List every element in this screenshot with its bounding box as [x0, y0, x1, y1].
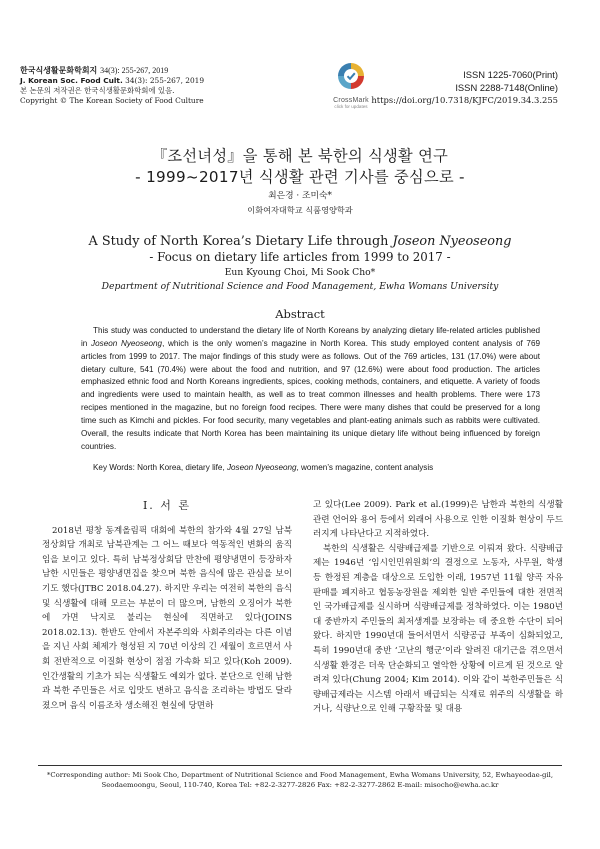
title-ko-line2: - 1999~2017년 식생활 관련 기사를 중심으로 - [135, 168, 465, 186]
authors-english: Eun Kyoung Choi, Mi Sook Cho* [224, 267, 376, 278]
affiliation-english: Department of Nutritional Science and Food Management, Ewha Womans University [101, 281, 499, 292]
corresponding-author-footnote: *Corresponding author: Mi Sook Cho, Department of Nutritional Science and Food Management, Ewha Womans University, 52, Ewhayeodae-gil, Seodaemoongu, Seoul, 110-740, Korea Tel: +82-2-3277-2826 Fax: +82-2-3277-2862 E-mail: misocho@ewha.ac.kr [46, 771, 554, 789]
crossmark-label: CrossMark [333, 97, 369, 104]
crossmark-icon [337, 62, 365, 92]
affiliation-korean: 이화여자대학교 식품영양학과 [247, 205, 353, 215]
journal-name-en: J. Korean Soc. Food Cult. [20, 76, 123, 85]
footnote-divider [38, 765, 562, 766]
copyright-en: Copyright © The Korean Society of Food Culture [20, 96, 204, 105]
body-column-left [42, 498, 292, 713]
issn-print: ISSN 1225-7060(Print) [463, 69, 558, 80]
journal-volume-ko: 34(3): 255-267, 2019 [100, 66, 169, 75]
keywords: Key Words: North Korea, dietary life, Joseon Nyeoseong, women’s magazine, content analysis [93, 463, 434, 472]
title-ko-line1: 『조선녀성』을 통해 본 북한의 식생활 연구 [151, 147, 449, 165]
journal-header-right [371, 68, 558, 106]
abstract-text: This study was conducted to understand the dietary life of North Koreans by analyzing dietary life-related articles published in Joseon Nyeoseong, which is the only women’s magazine in North Korea. This study employed content analysis of 769 articles from 1999 to 2017. The major findings of this study were as follows. Out of the 769 articles, 131 (17.0%) were about dietary culture, 541 (70.4%) were about the food and nutrition, and 97 (12.6%) were about food production. The articles emphasized ethnic food and North Koreans ingredients, spices, cooking methods, containers, and etiquette. A variety of foods and ingredients were used to maintain health, as well as to treat common illnesses and health problems. There were 173 recipes mentioned in the magazine, but no foreign food recipes. There were many dishes that could be preserved for a long time such as Kimchi and pickles. For food security, many vegetables and plant-eating animals such as rabbits were cultivated. Overall, the results indicate that North Korea has been maintaining its unique dietary life without being influenced by foreign countries. [81, 326, 540, 451]
doi-link[interactable]: https://doi.org/10.7318/KJFC/2019.34.3.255 [371, 95, 558, 105]
section-heading-introduction: Ⅰ. 서 론 [142, 499, 192, 512]
issn-online: ISSN 2288-7148(Online) [455, 82, 558, 93]
copyright-ko: 본 논문의 저작권은 한국식생활문화학회에 있음. [20, 86, 175, 95]
subtitle-english: - Focus on dietary life articles from 1999 to 2017 - [149, 250, 451, 264]
title-english: A Study of North Korea’s Dietary Life through Joseon Nyeoseong [88, 234, 512, 249]
crossmark-badge[interactable] [326, 62, 376, 109]
authors-korean: 최은경 · 조미숙* [268, 191, 332, 201]
body-column-right [313, 498, 563, 717]
body-paragraph: 북한의 식생활은 식량배급제를 기반으로 이뤄져 왔다. 식량배급제는 1946년 ‘임시인민위원회’의 결정으로 노동자, 사무원, 학생 등 한정된 계층을 대상으로 도입한 이래, 1957년 11월 양곡 자유판매를 폐지하고 협동농장원을 제외한 일반 주민들에 대한 전면적인 국가배급제를 실시하며 식량배급제를 정착하였다. 이는 1980년대 중반까지 주민들의 최저생계를 보장하는 데 중요한 수단이 되어왔다. 하지만 1990년대 들어서면서 식량공급 부족이 심화되었고, 특히 1990년대 중반 ‘고난의 행군’이라 알려진 대기근을 겪으면서 식생활 환경은 더욱 단순화되고 열악한 상황에 이르게 된 것으로 알려져 있다(Chung 2004; Kim 2014). 이와 같이 북한주민들은 식량배급제라는 시스템 아래서 배급되는 식재료 위주의 식생활을 하거나, 식량난으로 인해 구황작물 및 대용 [313, 543, 563, 715]
journal-header-left [20, 66, 320, 106]
title-korean [0, 146, 600, 188]
body-paragraph: 2018년 평창 동계올림픽 대회에 북한의 참가와 4월 27일 남북정상회담 개최로 남북관계는 그 어느 때보다 역동적인 변화의 움직임을 보이고 있다. 특히 남북정상회담 만찬에 평양냉면이 등장하자 남한 시민들은 평양냉면집을 찾으며 북한 음식에 많은 관심을 보이기도 했다(JTBC 2018.04.27). 하지만 우리는 여전히 북한의 음식 및 식생활에 대해 모르는 부분이 더 많으며, 남한의 오징어가 북한에 가면 낙지로 불리는 현실에 직면하고 있다(JOINS 2018.02.13). 한반도 안에서 자본주의와 사회주의라는 다른 이념을 지닌 사회 체제가 형성된 지 70년 이상의 긴 세월이 흐르면서 사회 전반적으로 이질화 현상이 점점 가속화 되고 있다(Koh 2009). 인간생활의 기초가 되는 식생활도 예외가 없다. 분단으로 인해 남한과 북한 주민들은 서로 입맛도 변하고 음식을 조리하는 방법도 달라졌으며 음식 이름조차 생소해진 현실에 당면하 [42, 525, 292, 711]
body-paragraph: 고 있다(Lee 2009). Park et al.(1999)은 남한과 북한의 식생활 관련 언어와 용어 등에서 외래어 사용으로 인한 이질화 현상이 두드러지게 나타난다고 지적하였다. [313, 500, 563, 540]
crossmark-sublabel: click for updates [334, 104, 368, 109]
abstract-heading: Abstract [275, 307, 325, 321]
journal-volume-en: 34(3): 255-267, 2019 [125, 76, 205, 85]
journal-name-ko: 한국식생활문화학회지 [20, 66, 98, 75]
